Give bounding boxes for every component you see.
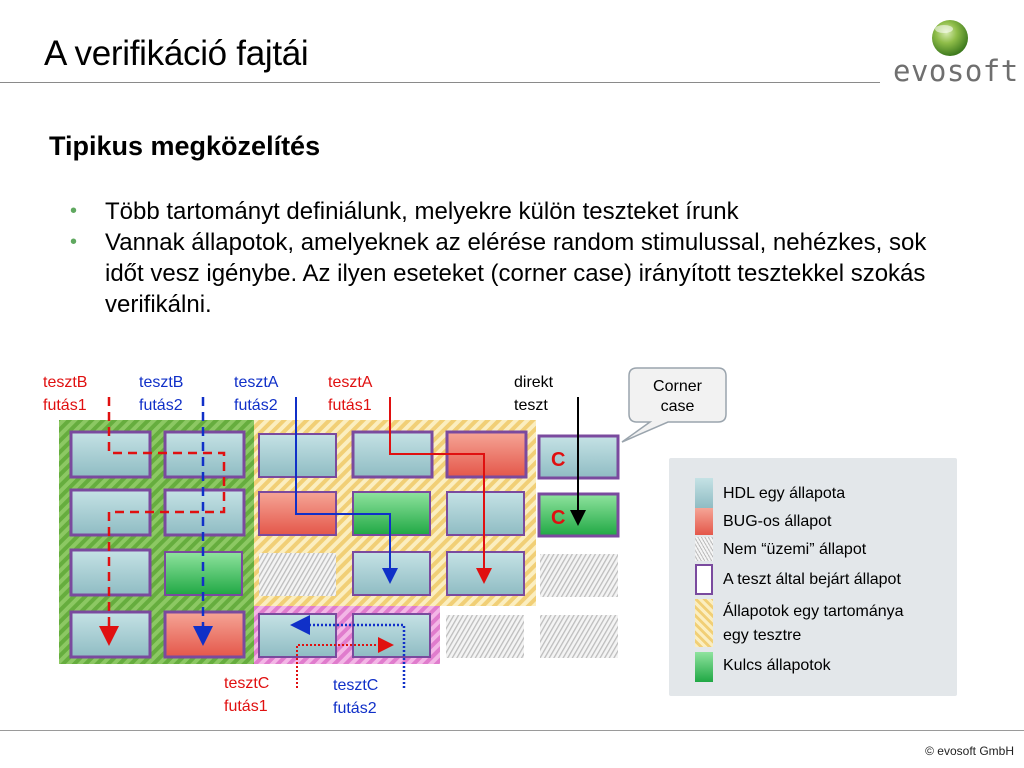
bug-state-swatch — [695, 508, 713, 535]
nonoperational-state-cell — [259, 553, 336, 596]
footer-divider — [0, 730, 1024, 731]
corner-case-marker: C — [551, 507, 566, 529]
nonoperational-state-cell — [540, 615, 618, 658]
nonoperational-state-swatch — [695, 537, 713, 561]
footer-copyright: © evosoft GmbH — [925, 744, 1014, 758]
legend — [669, 458, 957, 696]
nonoperational-state-cell — [540, 554, 618, 597]
nonoperational-state-cell — [446, 615, 524, 658]
legend-label: BUG-os állapot — [723, 513, 832, 530]
test-c-run2-label: tesztC futás2 — [333, 677, 379, 717]
slide-title: A verifikáció fajtái — [44, 34, 309, 73]
corner-case-callout-text: Corner case — [653, 378, 702, 415]
state-cell — [353, 552, 430, 595]
state-cell — [447, 492, 524, 535]
legend-label: Nem “üzemi” állapot — [723, 541, 867, 558]
legend-label: A teszt által bejárt állapot — [723, 571, 901, 588]
domain-swatch — [695, 599, 713, 647]
bullet-item: • Vannak állapotok, amelyeknek az elérése random stimulussal, nehézkes, sok időt vesz igénybe. Az ilyen eseteket (corner case) irányított tesztekkel szokás verifikálni. — [68, 227, 948, 320]
key-state-swatch — [695, 652, 713, 682]
hdl-state-swatch — [695, 478, 713, 508]
state-cell — [165, 432, 244, 477]
legend-label: Kulcs állapotok — [723, 657, 831, 674]
state-cell — [447, 552, 524, 595]
test-b-run1-label: tesztB futás1 — [43, 374, 88, 414]
section-heading: Tipikus megközelítés — [49, 131, 321, 161]
direct-test-label: direkt teszt — [514, 374, 554, 414]
visited-state-swatch — [695, 564, 713, 595]
state-cell — [71, 612, 150, 657]
legend-label: Állapotok egy tartománya egy tesztre — [723, 603, 904, 644]
bullet-item: • Több tartományt definiálunk, melyekre külön teszteket írunk — [68, 196, 948, 227]
state-cell — [71, 550, 150, 595]
test-a-run2-label: tesztA futás2 — [234, 374, 278, 414]
test-c-run1-label: tesztC futás1 — [224, 675, 270, 715]
key-state-cell — [165, 552, 242, 595]
logo-text: evosoft — [893, 54, 1019, 88]
state-cell — [71, 432, 150, 477]
bug-state-cell — [165, 612, 244, 657]
legend-label: HDL egy állapota — [723, 485, 846, 502]
corner-case-marker: C — [551, 449, 566, 471]
test-b-run2-label: tesztB futás2 — [139, 374, 184, 414]
state-cell — [353, 614, 430, 657]
test-a-run1-label: tesztA futás1 — [328, 374, 372, 414]
state-cell — [259, 434, 336, 477]
